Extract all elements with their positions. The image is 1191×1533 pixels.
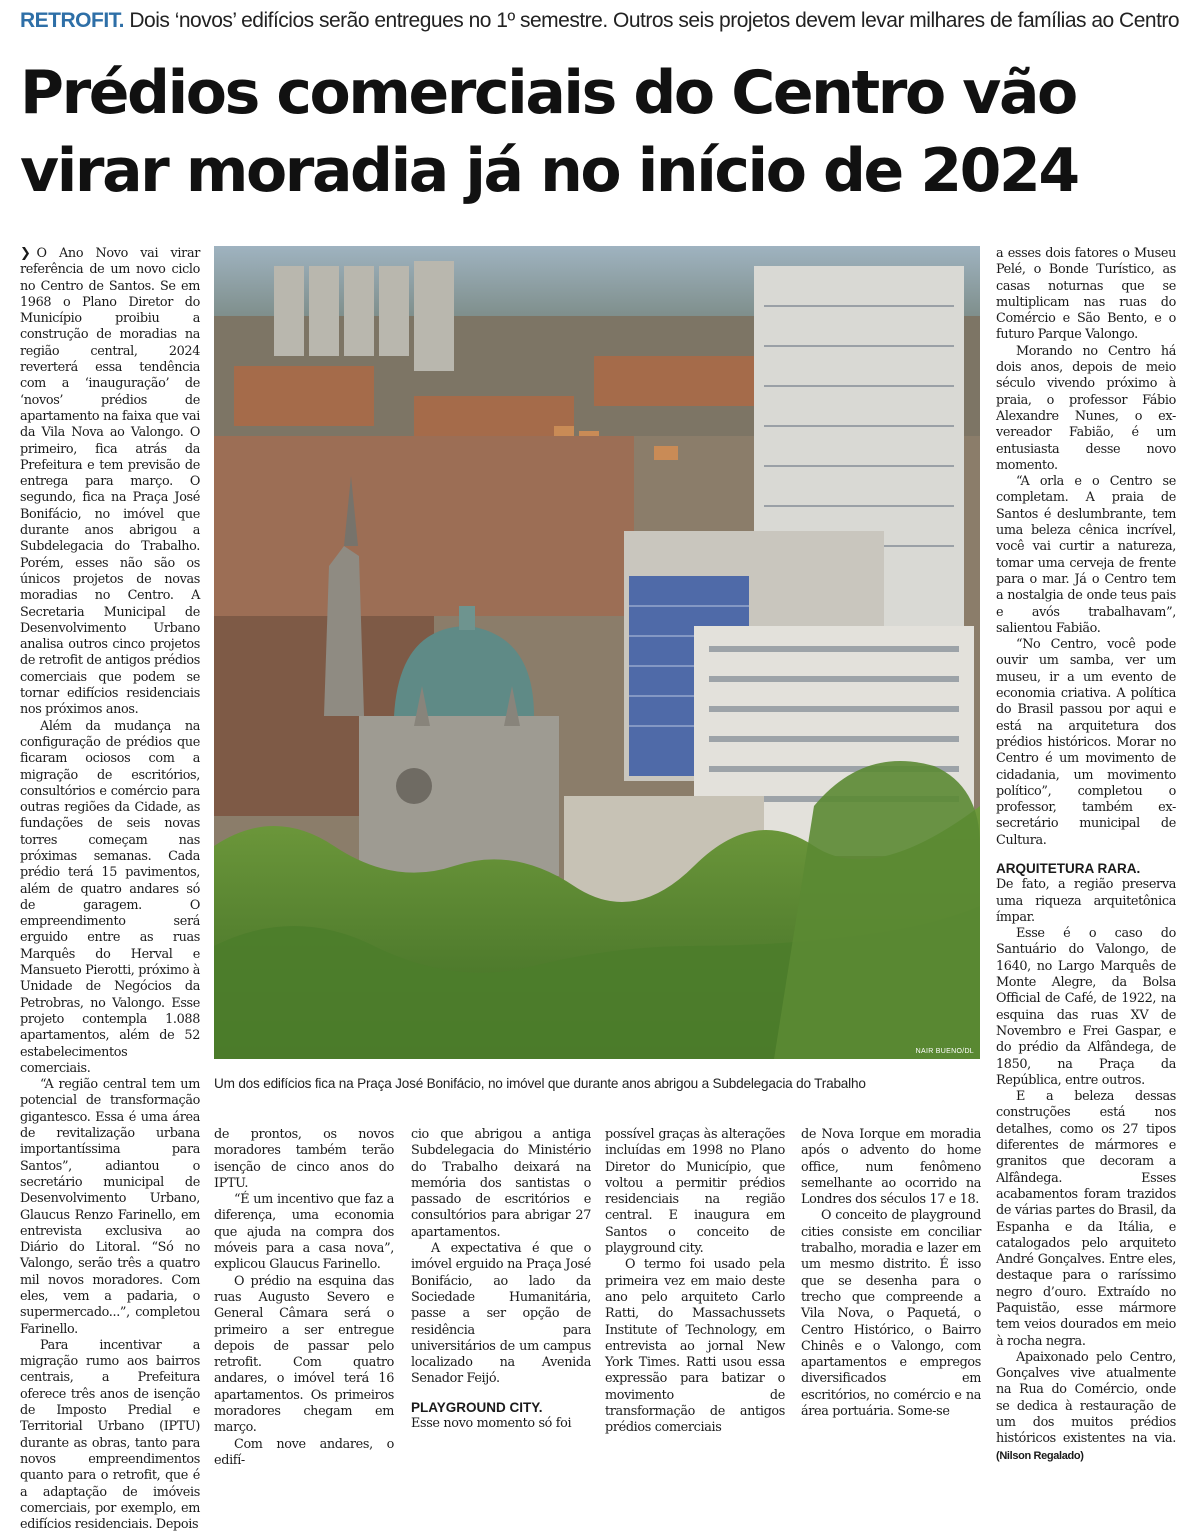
- section-subhead: ARQUITETURA RARA.: [996, 860, 1141, 876]
- city-photo-illustration: [214, 246, 980, 1059]
- article-column-4: [605, 1127, 785, 1437]
- paragraph: O conceito de playground cities consiste em conciliar trabalho, moradia e lazer em um mesmo distrito. É isso que se desenha para o trecho que compreende a Vila Nova, o Paquetá, o Centro Histórico, o Bairro Chinês e o Valongo, com apartamentos e empregos diversificados em escritórios, no comércio e na área portuária. Some-se: [801, 1208, 981, 1420]
- paragraph: E a beleza dessas construções está nos detalhes, como os 27 tipos diferentes de mármores e granitos que decoram a Alfândega. Esses acabamentos foram trazidos de várias partes do Brasil, da Espanha e da Itália, e catalogados pelo arquiteto André Gonçalves. Entre eles, destaque para o raríssimo negro d’ouro. Extraído no Paquistão, esse mármore tem veios dourados em meio à rocha negra.: [996, 1089, 1176, 1349]
- article-column-3: [411, 1127, 591, 1432]
- paragraph-text: O Ano Novo vai virar referência de um novo ciclo no Centro de Santos. Se em 1968 o Plano Diretor do Município proibiu a construção de moradias na região central, 2024 reverterá essa tendência com a ‘inauguração’ de ‘novos’ prédios de apartamento na faixa que vai da Vila Nova ao Valongo. O primeiro, fica atrás da Prefeitura e tem previsão de entrega para março. O segundo, fica na Praça José Bonifácio, no imóvel que durante anos abrigou a Subdelegacia do Trabalho. Porém, esses não são os únicos projetos de novas moradias no Centro. A Secretaria Municipal de Desenvolvimento Urbano analisa outros cinco projetos de retrofit de antigos prédios comerciais que podem se tornar edifícios residenciais nos próximos anos.: [20, 246, 200, 718]
- cathedral-photo: [214, 246, 980, 1059]
- paragraph: possível graças às alterações incluídas em 1998 no Plano Diretor do Município, que voltou a permitir prédios residenciais na região central. E inaugura em Santos o conceito de playground city.: [605, 1127, 785, 1257]
- paragraph: O prédio na esquina das ruas Augusto Severo e General Câmara será o primeiro a ser entregue depois de passar pelo retrofit. Com quatro andares, o imóvel terá 16 apartamentos. Os primeiros moradores chegam em março.: [214, 1273, 394, 1436]
- paragraph: de prontos, os novos moradores também terão isenção de cinco anos do IPTU.: [214, 1127, 394, 1191]
- article-column-2: [214, 1127, 394, 1469]
- paragraph: [996, 1350, 1176, 1464]
- article-column-5: [801, 1127, 981, 1420]
- paragraph: A expectativa é que o imóvel erguido na Praça José Bonifácio, ao lado da Sociedade Humanitária, passe a ser opção de residência para universitários de um campus localizado na Avenida Senador Feijó.: [411, 1241, 591, 1387]
- headline: [20, 54, 1180, 210]
- paragraph: “A região central tem um potencial de transformação gigantesco. Essa é uma área de revitalização urbana importantíssima para Santos”, adiantou o secretário municipal de Desenvolvimento Urbano, Glaucus Renzo Farinello, em entrevista exclusiva ao Diário do Litoral. “Só no Valongo, serão três a quatro mil novos moradores. Com eles, vem a padaria, o supermercado...”, completou Farinello.: [20, 1077, 200, 1337]
- section-subhead: PLAYGROUND CITY.: [411, 1399, 543, 1415]
- paragraph: de Nova Iorque em moradia após o advento do home office, num fenômeno semelhante ao ocorrido na Londres dos séculos 17 e 18.: [801, 1127, 981, 1208]
- headline-line-2: virar moradia já no início de 2024: [20, 136, 1078, 206]
- photo-credit: NAIR BUENO/DL: [915, 1048, 974, 1055]
- kicker-tag: RETROFIT.: [20, 9, 124, 32]
- paragraph: Morando no Centro há dois anos, depois de meio século vivendo próximo à praia, o professor Fábio Alexandre Nunes, o ex-vereador Fabião, é um entusiasta desse novo momento.: [996, 343, 1176, 473]
- kicker: [20, 8, 1180, 34]
- paragraph-text: Apaixonado pelo Centro, Gonçalves vive atualmente na Rua do Comércio, onde se dedica à restauração de um dos muitos prédios históricos existentes na via.: [996, 1349, 1176, 1447]
- article-column-6: [996, 246, 1176, 1464]
- paragraph: “É um incentivo que faz a diferença, uma economia que ajuda na compra dos móveis para a casa nova”, explicou Glaucus Farinello.: [214, 1192, 394, 1273]
- paragraph: Para incentivar a migração rumo aos bairros centrais, a Prefeitura oferece três anos de isenção de Imposto Predial e Territorial Urbano (IPTU) durante as obras, tanto para novos empreendimentos quanto para o retrofit, que é a adaptação de imóveis comerciais, por exemplo, em edifícios residenciais. Depois: [20, 1337, 200, 1533]
- chevron-right-icon: ❯: [20, 246, 31, 261]
- paragraph: Esse novo momento só foi: [411, 1416, 572, 1432]
- article-column-1: [20, 246, 200, 1533]
- paragraph: Com nove andares, o edifí-: [214, 1436, 394, 1468]
- author-signature: (Nilson Regalado): [996, 1449, 1084, 1462]
- paragraph: “No Centro, você pode ouvir um samba, ver um museu, ir a um evento de economia criativa. A política do Brasil passou por aqui e está na arquitetura dos prédios históricos. Morar no Centro é um movimento de cidadania, um movimento político”, completou o professor, também ex-secretário municipal de Cultura.: [996, 637, 1176, 848]
- paragraph: “A orla e o Centro se completam. A praia de Santos é deslumbrante, tem uma beleza cênica incrível, você vai curtir a natureza, tomar uma cerveja de frente para o mar. Já o Centro tem a nostalgia de onde teus pais e avós trabalhavam”, salientou Fabião.: [996, 474, 1176, 636]
- paragraph: De fato, a região preserva uma riqueza arquitetônica ímpar.: [996, 877, 1176, 925]
- photo-caption: Um dos edifícios fica na Praça José Bonifácio, no imóvel que durante anos abrigou a Subdelegacia do Trabalho: [214, 1076, 866, 1091]
- paragraph: O termo foi usado pela primeira vez em maio deste ano pelo arquiteto Carlo Ratti, do Massachussets Institute of Technology, em entrevista ao jornal New York Times. Ratti usou essa expressão para batizar o movimento de transformação de antigos prédios comerciais: [605, 1257, 785, 1436]
- paragraph: cio que abrigou a antiga Subdelegacia do Ministério do Trabalho deixará na memória dos santistas o passado de escritórios e consultórios para abrigar 27 apartamentos.: [411, 1127, 591, 1240]
- paragraph: a esses dois fatores o Museu Pelé, o Bonde Turístico, as casas noturnas que se multiplicam nas ruas do Comércio e São Bento, e o futuro Parque Valongo.: [996, 246, 1176, 343]
- paragraph: [20, 246, 200, 719]
- headline-line-1: Prédios comerciais do Centro vão: [20, 58, 1076, 128]
- paragraph: Esse é o caso do Santuário do Valongo, de 1640, no Largo Marquês de Monte Alegre, da Bolsa Official de Café, de 1922, na esquina das ruas XV de Novembro e Frei Gaspar, e do prédio da Alfândega, de 1850, na Praça da República, entre outros.: [996, 926, 1176, 1088]
- kicker-text: Dois ‘novos’ edifícios serão entregues no 1º semestre. Outros seis projetos devem levar milhares de famílias ao Centro: [129, 9, 1180, 32]
- paragraph: Além da mudança na configuração de prédios que ficaram ociosos com a migração de escritórios, consultórios e comércio para outras regiões da Cidade, as fundações de seis novas torres começam nas próximas semanas. Cada prédio terá 15 pavimentos, além de quatro andares só de garagem. O empreendimento será erguido entre as ruas Marquês do Herval e Mansueto Pierotti, próximo à Unidade de Negócios da Petrobras, no Valongo. Esse projeto contempla 1.088 apartamentos, além de 52 estabelecimentos comerciais.: [20, 718, 200, 1076]
